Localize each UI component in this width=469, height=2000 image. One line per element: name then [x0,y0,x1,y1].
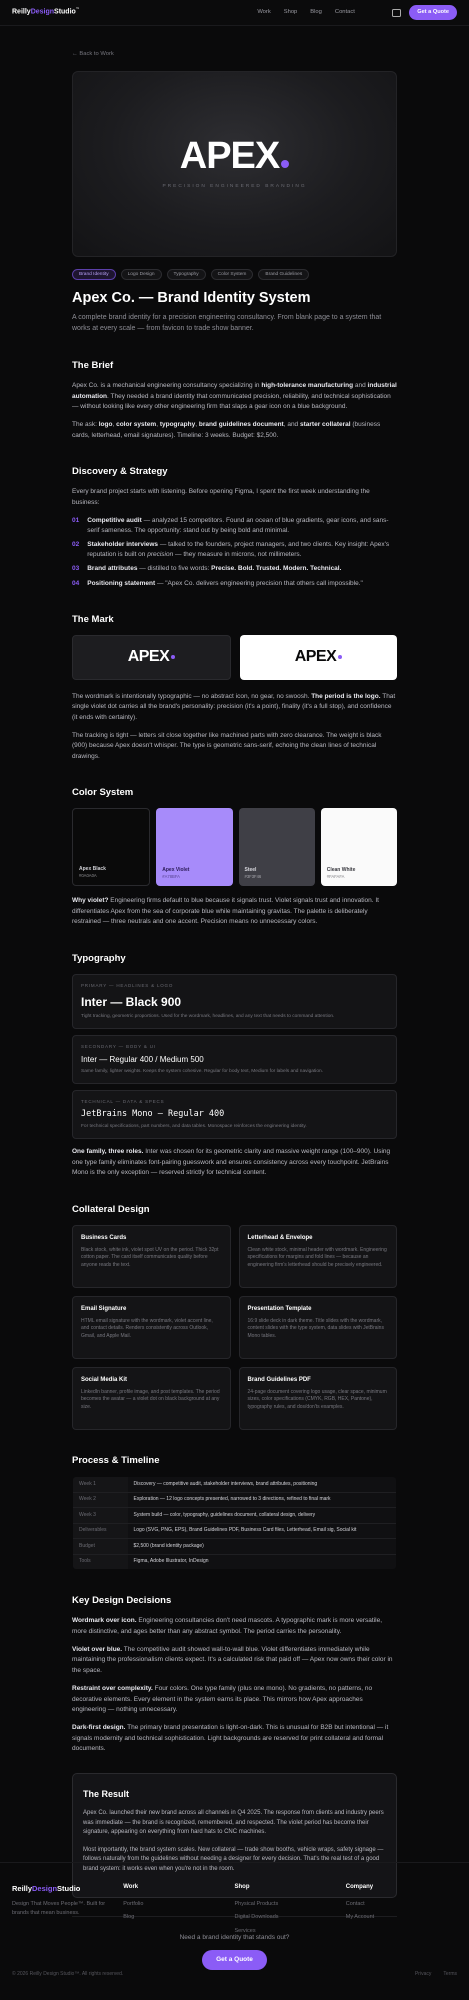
collateral-card: Business Cards Black stock, white ink, violet spot UV on the period. Thick 32pt cotton paper. The card itself communicates quality before anyone reads the text. [72,1225,231,1288]
get-quote-button[interactable]: Get a Quote [202,1950,267,1970]
mark-paragraph: The wordmark is intentionally typographic — no abstract icon, no gear, no swoosh. The period is the logo. That single violet dot carries all the brand's personality: precision (it's a point), finality (it's a full stop), and confidence (it ends with certainty). [72,692,396,721]
footer-link-terms[interactable]: Terms [443,1971,457,1977]
footer-link-portfolio[interactable]: Portfolio [123,1901,144,1907]
swatch-steel: Steel #3F3F46 [239,808,315,886]
footer-col-work: Work Portfolio Blog [123,1883,234,1940]
nav-link-shop[interactable]: Shop [283,9,298,16]
main-content [0,50,469,1970]
collateral-card: Email Signature HTML email signature with the wordmark, violet accent line, and contact details. Renders consistently across Outlook, Gmail, and Apple Mail. [72,1296,231,1359]
discovery-steps [72,516,397,588]
table-row: Week 1 Discovery — competitive audit, stakeholder interviews, brand attributes, positioning [73,1477,397,1493]
footer-link-my-account[interactable]: My Account [345,1914,375,1921]
tag-list [72,269,397,280]
type-card-primary: PRIMARY — HEADLINES & LOGO Inter — Black 900 Tight tracking, geometric proportions. Used for the wordmark, headlines, and any text that needs to command attention. [72,974,397,1029]
decision-item: Violet over blue. The competitive audit showed wall-to-wall blue. Violet differentiates immediately while maintaining the professionalism clients expect. It's a calculated risk that paid off — Apex now owns their color in the space. [72,1646,393,1674]
wordmark-light: APEX [240,635,397,680]
hero-banner [72,71,397,257]
swatch-apex-violet: Apex Violet #A78BFA [156,808,232,886]
type-card-secondary: SECONDARY — BODY & UI Inter — Regular 400 / Medium 500 Same family, lighter weights. Keeps the system cohesive. Regular for body text, Medium for labels and navigation. [72,1035,397,1084]
brief-heading: The Brief [72,359,114,371]
footer-link-contact[interactable]: Contact [345,1901,365,1907]
tag: Color System [211,269,254,280]
footer-link-physical-products[interactable]: Physical Products [234,1901,279,1907]
footer-link-privacy[interactable]: Privacy [414,1971,432,1977]
footer-link-blog[interactable]: Blog [123,1914,135,1921]
tag: Brand Guidelines [258,269,309,280]
nav-link-work[interactable]: Work [257,9,271,16]
list-item: 04 Positioning statement — "Apex Co. delivers engineering precision that others call impossible." [72,579,363,587]
table-row: Budget $2,500 (brand identity package) [73,1539,397,1555]
result-heading: The Result [83,1788,130,1799]
typography-heading: Typography [72,952,126,964]
discovery-heading: Discovery & Strategy [72,466,168,478]
footer-link-digital-downloads[interactable]: Digital Downloads [234,1914,279,1921]
violet-period-icon [171,655,175,659]
collateral-card: Social Media Kit LinkedIn banner, profile image, and post templates. The period becomes the avatar — a violet dot on black background at any size. [72,1367,231,1430]
hero-tagline: PRECISION ENGINEERED BRANDING [162,184,307,190]
tag: Logo Design [121,269,162,280]
nav-link-contact[interactable]: Contact [334,9,355,16]
list-item: 02 Stakeholder interviews — talked to the founders, project managers, and two clients. Key insight: Apex's reputation is built on precision — they measure in microns, not millimeters. [72,541,390,559]
typography-note: One family, three roles. Inter was chosen for its geometric clarity and massive weight range (100–900). Using one type family eliminates font-pairing guesswork and ensures consistency across every touchpoint. JetBrains Mono is the only exception — reserved strictly for technical content. [72,1148,391,1177]
swatch-clean-white: Clean White #FAFAFA [321,808,397,886]
violet-period-icon [281,160,289,168]
table-row: Deliverables Logo (SVG, PNG, EPS), Brand Guidelines PDF, Business Card files, Letterhead, Email sig, Social kit [73,1523,397,1539]
violet-period-icon [338,655,342,659]
collateral-card: Brand Guidelines PDF 24-page document covering logo usage, clear space, minimum sizes, color specifications (CMYK, RGB, HEX, Pantone), typography rules, and dos/don'ts examples. [239,1367,398,1430]
wordmark-dark: APEX [72,635,231,680]
collateral-card: Letterhead & Envelope Clean white stock, minimal header with wordmark. Engineering specifications for margins and fold lines — because an engineering firm's letterhead should be precisely engineered. [239,1225,398,1288]
footer-logo[interactable]: ReillyDesignStudio [12,1884,81,1893]
timeline-heading: Process & Timeline [72,1454,160,1466]
mark-previews [72,635,397,680]
footer-bottom [12,1971,457,1979]
tag: Typography [167,269,206,280]
footer-col-shop: Shop Physical Products Digital Downloads Services [235,1883,346,1940]
page-subtitle: A complete brand identity for a precision engineering consultancy. From blank page to a system that works at every scale — from favicon to trade show banner. [72,314,382,333]
page-title: Apex Co. — Brand Identity System [72,289,311,306]
get-quote-button[interactable]: Get a Quote [409,5,457,19]
table-row: Week 3 System build — color, typography, guidelines document, collateral design, delivery [73,1508,397,1524]
result-paragraph: Most importantly, the brand system scales. New collateral — trade show booths, vehicle wraps, safety signage — follows naturally from the guidelines without needing a designer for every decision. That's the real test of a good brand system: it works even when you're not in the room. [83,1846,384,1873]
footer-tagline: Design That Moves People™. Built for brands that mean business. [12,1901,106,1916]
back-to-work-link[interactable]: ← Back to Work [72,51,114,57]
swatch-apex-black: Apex Black #0A0A0A [72,808,150,886]
list-item: 03 Brand attributes — distilled to five words: Precise. Bold. Trusted. Modern. Technical. [72,565,342,573]
discovery-intro: Every brand project starts with listening. Before opening Figma, I spent the first week understanding the business: [72,488,370,506]
result-paragraph: Apex Co. launched their new brand across all channels in Q4 2025. The response from clients and industry peers was immediate — the brand is recognized, remembered, and respected. The violet period has become their signature, appearing on everything from hard hats to CNC machines. [83,1810,384,1836]
cart-icon[interactable] [392,9,401,17]
decision-item: Wordmark over icon. Engineering consultancies don't need mascots. A typographic mark is more versatile, more distinctive, and ages better than any abstract symbol. The period carries the personality. [72,1617,383,1635]
table-row: Week 2 Exploration — 12 logo concepts presented, narrowed to 3 directions, refined to final mark [73,1492,397,1508]
mark-heading: The Mark [72,613,114,625]
brief-paragraph: Apex Co. is a mechanical engineering consultancy specializing in high-tolerance manufacturing and industrial automation. They needed a brand identity that communicated precision, reliability, and technical sophistication — without looking like every other engineering firm that slaps a gear icon on a blue background. [72,382,397,410]
color-note: Why violet? Engineering firms default to blue because it signals trust. Violet signals trust and innovation. It differentiates Apex from the sea of corporate blue while maintaining gravitas. The palette is deliberately restrained — three neutrals and one accent. Precision means no unnecessary colors. [72,897,379,926]
tag: Brand Identity [72,269,116,280]
list-item: 01 Competitive audit — analyzed 15 competitors. Found an ocean of blue gradients, gear icons, and sans-serif sameness. The opportunity: stand out by being bold and minimal. [72,517,389,535]
brief-paragraph: The ask: logo, color system, typography, brand guidelines document, and starter collateral (business cards, letterhead, email signatures). Timeline: 3 weeks. Budget: $2,500. [72,421,381,439]
decisions-heading: Key Design Decisions [72,1595,172,1607]
collateral-heading: Collateral Design [72,1203,150,1215]
table-row: Tools Figma, Adobe Illustrator, InDesign [73,1554,397,1570]
hero-wordmark: APEX [180,137,289,175]
type-card-technical: TECHNICAL — DATA & SPECS JetBrains Mono — Regular 400 For technical specifications, part numbers, and data tables. Monospace reinforces the engineering identity. [72,1090,397,1140]
color-heading: Color System [72,787,134,799]
top-nav [0,0,469,26]
cta-question: Need a brand identity that stands out? [179,1933,290,1941]
collateral-card: Presentation Template 16:9 slide deck in dark theme. Title slides with the wordmark, content slides with the type system, data slides with JetBrains Mono tables. [239,1296,398,1359]
brand-logo[interactable]: ReillyDesignStudio™ [12,7,80,16]
collateral-grid [72,1225,397,1430]
footer-col-company: Company Contact My Account [346,1883,457,1940]
timeline-table [72,1476,397,1570]
decision-item: Restraint over complexity. Four colors. One type family (plus one mono). No gradients, no patterns, no decorative elements. Every element in the system earns its place. This mirrors how Apex approaches engineering — nothing unnecessary. [72,1685,373,1714]
nav-link-blog[interactable]: Blog [310,9,322,16]
decision-item: Dark-first design. The primary brand presentation is light-on-dark. This is unusual for B2B but intentional — it signals modernity and technical sophistication. Light backgrounds are reserved for print collateral and formal documents. [72,1724,389,1753]
footer-link-services[interactable]: Services [234,1927,256,1934]
footer-brand [12,1883,123,1940]
nav-links [257,8,355,17]
mark-paragraph: The tracking is tight — letters sit close together like machined parts with zero clearance. The weight is black (900) because Apex doesn't whisper. The type is geometric sans-serif, echoing the clean lines of technical drawings. [72,731,382,760]
copyright: © 2026 Reilly Design Studio™. All rights reserved. [12,1971,124,1977]
color-swatches [72,808,397,886]
